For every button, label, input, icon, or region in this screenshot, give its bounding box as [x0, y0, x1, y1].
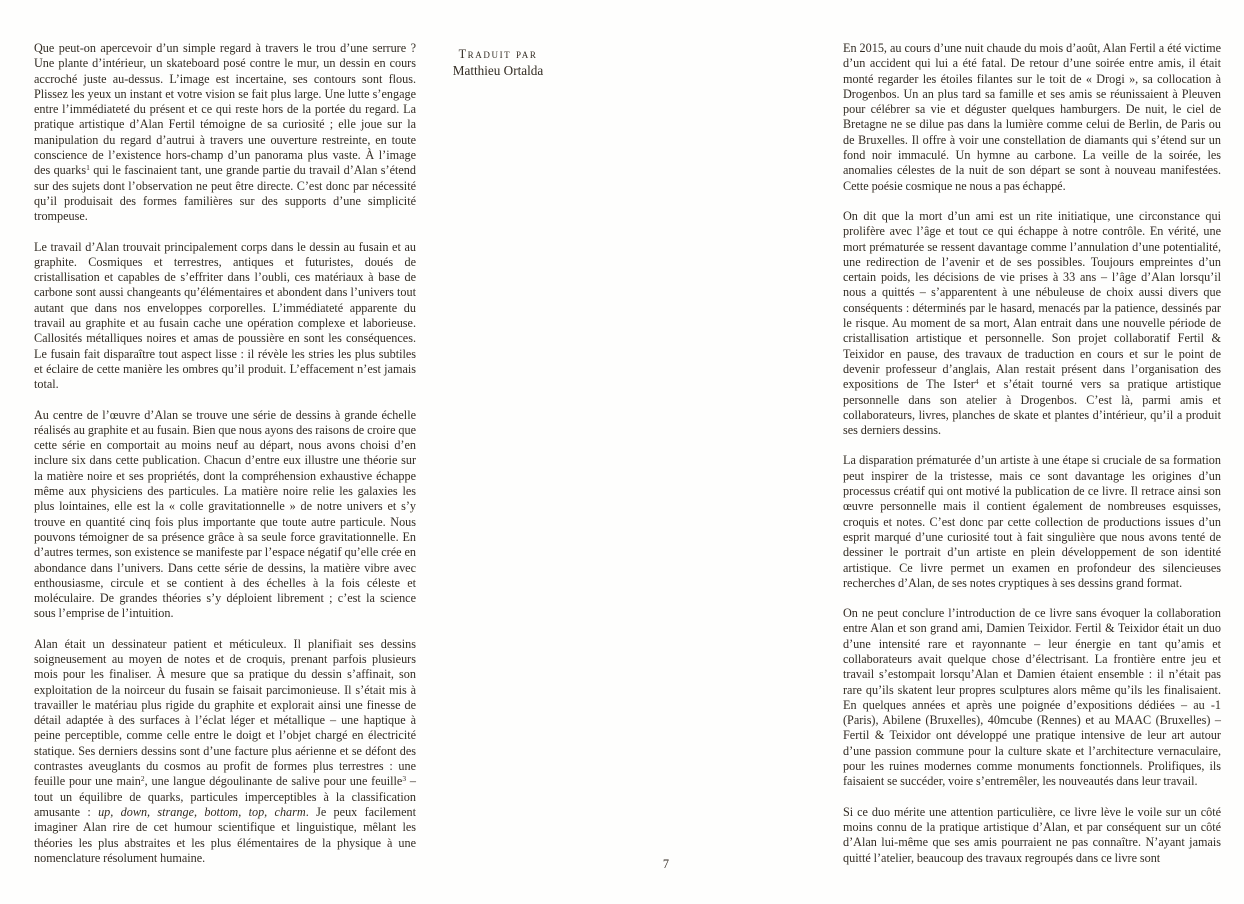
- paragraph: [843, 606, 1221, 790]
- text-run: . Je peux facilement imaginer Alan rire de cet humour scientifique et linguistique, mêlant les théories les plus abstraites et les plus élémentaires de la physique à une nomenclature résolument humaine.: [34, 804, 417, 865]
- text-run: et s’était tourné vers sa pratique artistique personnelle dans son atelier à Drogenbos. C’est là, parmi amis et collaborateurs, livres, planches de skate et plantes d’intérieur, qu’il a produit ses derniers dessins.: [843, 377, 1221, 438]
- text-run: – tout un équilibre de quarks, particules imperceptibles à la classification amusante :: [34, 774, 416, 819]
- paragraph: [843, 41, 1221, 194]
- translator-label: Traduit par: [458, 47, 538, 61]
- footnote-marker: 1: [86, 163, 90, 173]
- italic-text-run: up, down, strange, bottom, top, charm: [98, 804, 306, 819]
- footnote-marker: 3: [402, 774, 407, 784]
- footnote-marker: 2: [140, 774, 145, 784]
- translator-name: Matthieu Ortalda: [452, 63, 544, 78]
- footnote-marker: 4: [974, 377, 979, 387]
- paragraph: [843, 805, 1221, 866]
- text-run: Si ce duo mérite une attention particulière, ce livre lève le voile sur un côté moins connu de la pratique artistique d’Alan, et par conséquent sur un côté d’Alan lui-même que ses amis pourraient ne pas connaître. N’ayant jamais quitté l’atelier, beaucoup des travaux regroupés dans ce livre sont: [843, 804, 1221, 865]
- text-run: Au centre de l’œuvre d’Alan se trouve une série de dessins à grande échelle réalisés au graphite et au fusain. Bien que nous ayons des raisons de croire que cette série en comportait au moins neuf au départ, nous avons choisi d’en inclure six dans cette publication. Chacun d’entre eux illustre une théorie sur la matière noire et ses propriétés, dont la compréhension exhaustive échappe même aux physiciens des particules. La matière noire relie les galaxies les plus lointaines, elle est la « colle gravitationnelle » de notre univers et s’y trouve en quantité cinq fois plus importante que toute autre particule. Nous pouvons témoigner de sa présence grâce à sa seule force gravitationnelle. En d’autres termes, son existence se manifeste par l’espace négatif qu’elle crée en abondance dans l’univers. Dans cette série de dessins, la matière vibre avec enthousiasme, circule et se contient à des échelles à la fois céleste et moléculaire. De grandes théories s’y déploient librement ; c’est la science sous l’emprise de l’intuition.: [34, 407, 416, 621]
- paragraph: [34, 41, 416, 225]
- text-run: qui le fascinaient tant, une grande partie du travail d’Alan s’étend sur des sujets dont l’observation ne peut être directe. C’est donc par nécessité qu’il produisait des formes familières sur des supports d’une simplicité trompeuse.: [34, 163, 416, 224]
- text-run: Le travail d’Alan trouvait principalement corps dans le dessin au fusain et au graphite. Cosmiques et terrestres, antiques et futuristes, doués de cristallisation et capables de s’effriter dans l’oubli, ces matériaux à base de carbone sont aussi changeants qu’élémentaires et abondent dans l’univers tout autant que dans nos enveloppes corporelles. L’immédiateté apparente du travail au graphite et au fusain cache une opération complexe et laborieuse. Callosités métalliques noires et amas de poussière en sont les conséquences. Le fusain fait disparaître tout aspect lisse : il révèle les stries les plus subtiles et éclaire de cette manière les ombres qu’il produit. L’effacement n’est jamais total.: [34, 239, 416, 392]
- text-run: On dit que la mort d’un ami est un rite initiatique, une circonstance qui prolifère avec l’âge et tout ce qui échappe à notre contrôle. En vérité, une mort prématurée se ressent davantage comme l’annulation d’une potentialité, une redirection de l’avenir et de ses possibles. Toujours empreintes d’un certain poids, les décisions de vie prises à 33 ans – l’âge d’Alan lorsqu’il nous a quittés – s’apparentent à une nébuleuse de choix aussi divers que conséquents : déterminés par le hasard, menacés par la patience, dessinés par le risque. Au moment de sa mort, Alan entrait dans une nouvelle période de cristallisation artistique et personnelle. Son projet collaboratif Fertil & Teixidor en pause, des travaux de traduction en cours et sur le point de devenir professeur d’anglais, Alan restait présent dans l’organisation des expositions de The Ister: [843, 208, 1221, 392]
- text-run: On ne peut conclure l’introduction de ce livre sans évoquer la collaboration entre Alan et son grand ami, Damien Teixidor. Fertil & Teixidor était un duo d’une intensité rare et rayonnante – leur énergie en tant qu’amis et collaborateurs avait quelque chose d’électrisant. La frontière entre jeu et travail s’estompait lorsqu’Alan et Damien étaient ensemble : il n’était pas rare qu’ils skatent leur propres sculptures alors même qu’ils les finalisaient. En quelques années et après une poignée d’expositions dédiées – au -1 (Paris), Abilene (Bruxelles), 40mcube (Rennes) et au MAAC (Bruxelles) – Fertil & Teixidor ont développé une pratique intensive de leur art autour d’une passion commune pour la culture skate et l’architecture vernaculaire, pour les ruines modernes comme monuments fonctionnels. Prolifiques, ils faisaient se succéder, voire s’entremêler, les nouveautés dans leur travail.: [843, 606, 1221, 789]
- paragraph: [34, 637, 416, 866]
- text-run: La disparation prématurée d’un artiste à une étape si cruciale de sa formation peut inspirer de la tristesse, mais ce sont davantage les origines d’un processus créatif qui ont motivé la publication de ce livre. Il retrace ainsi son œuvre personnelle mais il contient également de nombreuses esquisses, croquis et notes. C’est donc par cette collection de productions issues d’un esprit marqué d’une curiosité tout à fait singulière que nous avons tenté de dessiner le portrait d’un artiste en plein développement de son identité artistique. Ce livre permet un examen en profondeur des silencieuses recherches d’Alan, de ses notes cryptiques à ses dessins grand format.: [843, 453, 1221, 590]
- paragraph: [34, 240, 416, 393]
- left-text-column: [34, 41, 416, 866]
- text-run: , une langue dégoulinante de salive pour une feuille: [144, 774, 403, 789]
- text-run: Que peut-on apercevoir d’un simple regard à travers le trou d’une serrure ? Une plante d’intérieur, un skateboard posé contre le mur, un dessin en cours accroché juste au-dessus. L’image est incertaine, ses contours sont flous. Plissez les yeux un instant et votre vision se fait plus large. Une lutte s’engage entre l’immédiateté du présent et ce qui reste hors de la portée du regard. La pratique artistique d’Alan Fertil témoigne de sa curiosité ; elle joue sur la manipulation du regard d’autrui à travers une ouverture restreinte, en toute conscience de l’existence hors-champ d’un panorama plus vaste. À l’image des quarks: [34, 41, 416, 178]
- translator-credit: [408, 47, 588, 79]
- text-run: En 2015, au cours d’une nuit chaude du mois d’août, Alan Fertil a été victime d’un accident qui lui a été fatal. De retour d’une soirée entre amis, il était monté regarder les étoiles filantes sur le toit de « Drogi », sa collocation à Drogenbos. Un an plus tard sa famille et ses amis se réunissaient à Pleuven pour célébrer sa vie et déguster quelques hamburgers. De nuit, le ciel de Bretagne ne se dilue pas dans la lumière comme celui de Berlin, de Paris ou de Bruxelles. Il offre à voir une constellation de diamants qui s’étend sur un fond noir immaculé. Un hymne au carbone. La veille de la soirée, les anomalies célestes de la nuit de son départ se sont à nouveau manifestées. Cette poésie cosmique ne nous a pas échappé.: [843, 41, 1221, 193]
- paragraph: [843, 209, 1221, 438]
- page-number: 7: [662, 857, 670, 871]
- right-text-column: [843, 41, 1221, 866]
- paragraph: [34, 408, 416, 622]
- paragraph: [843, 453, 1221, 591]
- text-run: Alan était un dessinateur patient et méticuleux. Il planifiait ses dessins soigneusement au moyen de notes et de croquis, prenant parfois plusieurs mois pour les finaliser. À mesure que sa pratique du dessin s’affinait, son exploitation de la noirceur du fusain se faisait parcimonieuse. Il s’était mis à travailler le matériau plus rigide du graphite et explorait ainsi une finesse de détail adaptée à des surfaces à l’éclat léger et métallique – une haptique à peine perceptible, comme celle entre le doigt et l’objet chargé en électricité statique. Ses derniers dessins sont d’une facture plus aérienne et se défont des contrastes aveuglants du cosmos au profit de formes plus terrestres : une feuille pour une main: [34, 636, 416, 789]
